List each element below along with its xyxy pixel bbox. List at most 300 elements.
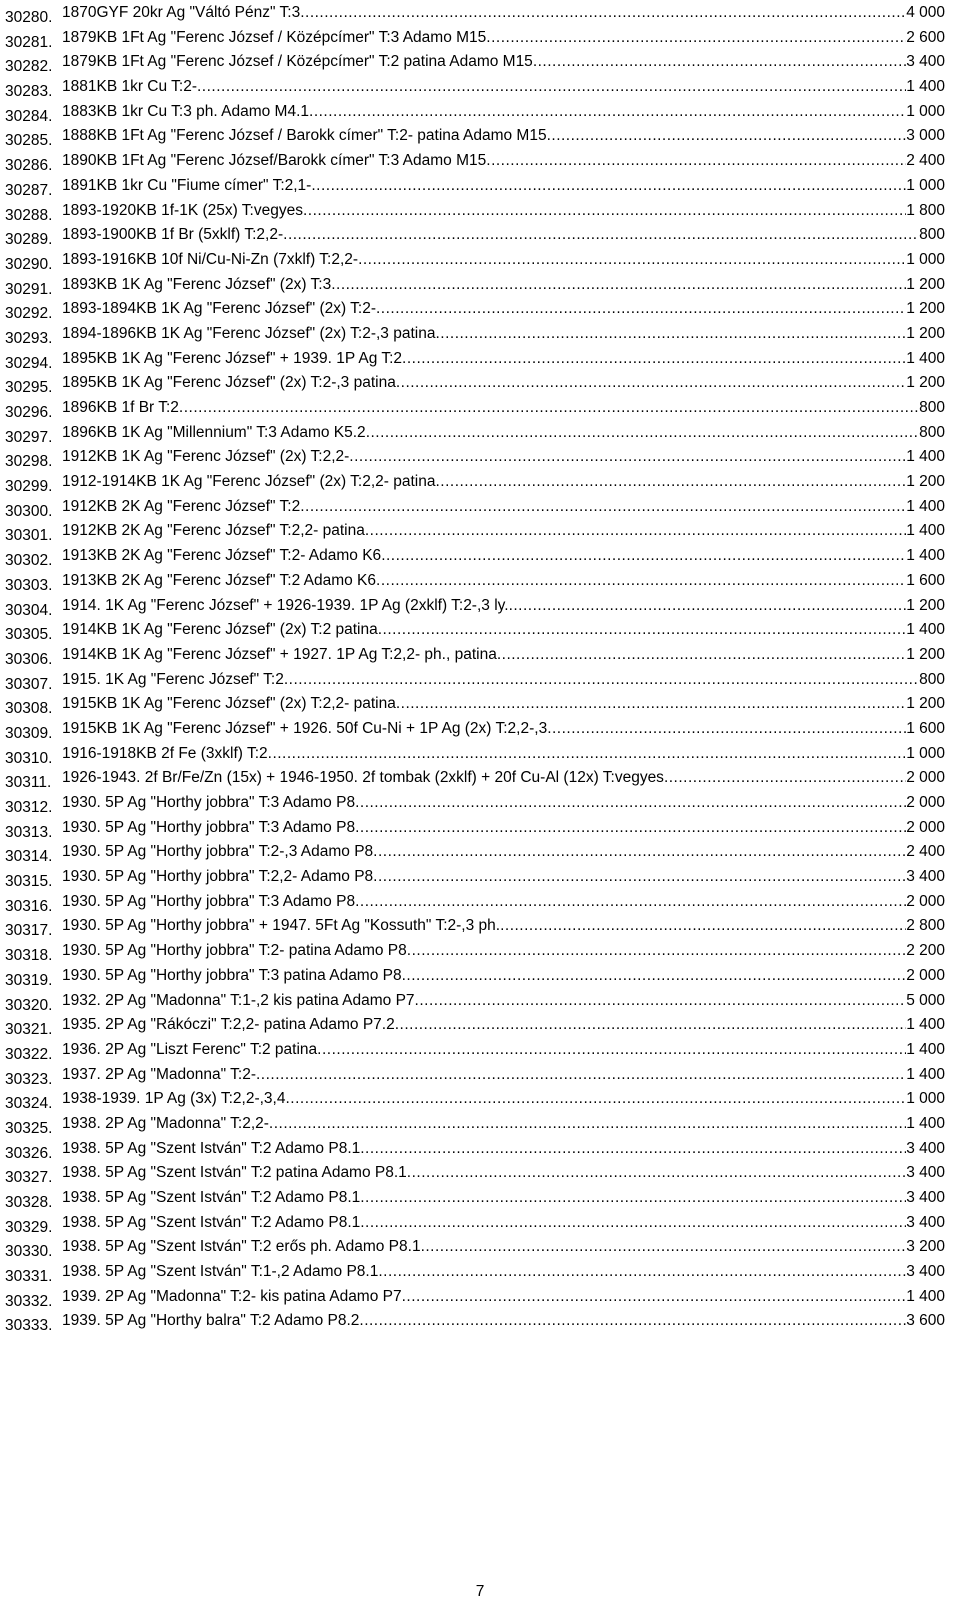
lot-line [62,498,945,516]
lot-row [0,53,960,78]
dot-leader [373,843,906,861]
dot-leader [497,646,906,664]
lot-price: 2 600 [906,28,945,46]
lot-description: 1894-1896KB 1K Ag "Ferenc József" (2x) T:2-,3 patina [62,324,436,342]
lot-line [62,917,945,935]
lot-number: 30323. [5,1070,53,1088]
dot-leader [415,992,907,1010]
lot-description: 1915. 1K Ag "Ferenc József" T:2 [62,670,284,688]
lot-row [0,276,960,301]
dot-leader [396,374,906,392]
lot-line [62,103,945,121]
lot-price: 1 800 [906,201,945,219]
lot-row [0,350,960,375]
lot-description: 1893-1916KB 10f Ni/Cu-Ni-Zn (7xklf) T:2,2- [62,250,359,268]
lot-row [0,127,960,152]
lot-number: 30318. [5,947,53,965]
lot-price: 1 000 [906,176,945,194]
lot-number: 30324. [5,1095,53,1113]
lot-description: 1930. 5P Ag "Horthy jobbra" T:3 patina Adamo P8 [62,966,402,984]
lot-line [62,843,945,861]
dot-leader [285,1090,906,1108]
lot-number: 30315. [5,873,53,891]
dot-leader [349,448,906,466]
lot-description: 1888KB 1Ft Ag "Ferenc József / Barokk címer" T:2- patina Adamo M15 [62,127,547,145]
lot-line [62,992,945,1010]
lot-row [0,300,960,325]
lot-number: 30302. [5,552,53,570]
lot-description: 1938. 5P Ag "Szent István" T:2 Adamo P8.1 [62,1189,361,1206]
lot-row [0,448,960,473]
dot-leader [355,819,906,837]
dot-leader [533,53,906,71]
lot-line [62,424,945,442]
lot-number: 30297. [5,428,53,446]
lot-number: 30301. [5,527,53,545]
lot-description: 1915KB 1K Ag "Ferenc József" (2x) T:2,2- patina [62,695,396,713]
lot-line [62,794,945,812]
lot-price: 1 200 [906,324,945,342]
lot-description: 1914KB 1K Ag "Ferenc József" + 1927. 1P Ag T:2,2- ph., patina [62,645,497,663]
lot-price: 1 400 [906,448,945,466]
lot-number: 30298. [5,453,53,471]
lot-line [62,1115,945,1133]
lot-description: 1926-1943. 2f Br/Fe/Zn (15x) + 1946-1950. 2f tombak (2xklf) + 20f Cu-Al (12x) T:vegyes [62,769,664,787]
dot-leader [366,424,919,442]
lot-price: 2 400 [906,152,945,170]
lot-price: 3 000 [906,127,945,145]
lot-row [0,78,960,103]
lot-row [0,498,960,523]
lot-number: 30299. [5,478,53,496]
lot-row [0,424,960,449]
lot-line [62,152,945,170]
dot-leader [547,720,906,738]
lot-price: 4 000 [906,4,945,21]
lot-description: 1930. 5P Ag "Horthy jobbra" T:3 Adamo P8 [62,818,356,836]
lot-price: 2 400 [906,843,945,861]
lot-number: 30283. [5,83,53,101]
dot-leader [331,276,906,294]
lot-price: 3 400 [906,53,945,71]
lot-description: 1881KB 1kr Cu T:2- [62,78,197,96]
lot-line [62,276,945,294]
lot-row [0,1214,960,1239]
lot-description: 1915KB 1K Ag "Ferenc József" + 1926. 50f Cu-Ni + 1P Ag (2x) T:2,2-,3 [62,719,548,737]
lot-description: 1896KB 1f Br T:2 [62,399,179,416]
lot-row [0,29,960,54]
lot-row [0,893,960,918]
lot-number: 30300. [5,502,53,520]
lot-line [62,350,945,368]
dot-leader [407,1164,906,1182]
lot-row [0,374,960,399]
lot-line [62,4,945,22]
lot-row [0,1189,960,1214]
dot-leader [256,1066,906,1084]
lot-number: 30309. [5,724,53,742]
lot-row [0,695,960,720]
lot-price: 1 400 [906,497,945,515]
lot-line [62,868,945,886]
lot-row [0,1066,960,1091]
lot-row [0,843,960,868]
lot-line [62,399,945,417]
lot-price: 1 200 [906,645,945,663]
dot-leader [547,127,907,145]
dot-leader [435,325,906,343]
dot-leader [303,202,906,220]
lot-price: 1 000 [906,744,945,762]
lot-price: 1 400 [906,1040,945,1058]
dot-leader [373,868,906,886]
lot-line [62,1140,945,1158]
lot-description: 1893KB 1K Ag "Ferenc József" (2x) T:3 [62,275,332,293]
dot-leader [376,300,906,318]
lot-line [62,251,945,269]
lot-row [0,1238,960,1263]
lot-row [0,1164,960,1189]
lot-line [62,695,945,713]
lot-row [0,1041,960,1066]
lot-price: 2 200 [906,942,945,960]
lot-line [62,127,945,145]
lot-row [0,1263,960,1288]
lot-row [0,819,960,844]
lot-description: 1938-1939. 1P Ag (3x) T:2,2-,3,4 [62,1090,286,1108]
lot-row [0,1312,960,1337]
lot-line [62,53,945,71]
lot-line [62,29,945,47]
lot-line [62,572,945,590]
dot-leader [509,597,907,615]
lot-number: 30291. [5,280,53,298]
lot-description: 1930. 5P Ag "Horthy jobbra" T:2-,3 Adamo P8 [62,843,374,861]
lot-list [0,4,960,1337]
lot-line [62,202,945,220]
lot-price: 2 000 [906,794,945,811]
lot-description: 1914. 1K Ag "Ferenc József" + 1926-1939. 1P Ag (2xklf) T:2-,3 ly. [62,596,509,614]
lot-price: 1 200 [906,596,945,614]
lot-price: 1 200 [906,374,945,392]
lot-number: 30313. [5,823,53,841]
lot-number: 30328. [5,1194,53,1211]
lot-description: 1913KB 2K Ag "Ferenc József" T:2 Adamo K6 [62,571,377,589]
lot-description: 1930. 5P Ag "Horthy jobbra" T:3 Adamo P8 [62,794,356,811]
dot-leader [395,1016,906,1034]
lot-row [0,4,960,29]
lot-row [0,1140,960,1165]
lot-line [62,448,945,466]
dot-leader [311,177,906,195]
dot-leader [359,1312,906,1330]
lot-description: 1938. 2P Ag "Madonna" T:2,2- [62,1114,269,1132]
lot-price: 1 200 [906,275,945,293]
lot-price: 800 [919,399,945,416]
dot-leader [360,1189,906,1207]
lot-number: 30312. [5,799,53,816]
lot-number: 30295. [5,379,53,397]
lot-number: 30282. [5,58,53,76]
lot-line [62,226,945,244]
lot-description: 1895KB 1K Ag "Ferenc József" + 1939. 1P Ag T:2 [62,349,403,367]
lot-number: 30306. [5,650,53,668]
lot-price: 800 [919,423,945,441]
lot-number: 30284. [5,107,53,125]
lot-price: 1 200 [906,695,945,713]
lot-number: 30305. [5,626,53,644]
lot-number: 30281. [5,33,53,51]
lot-number: 30316. [5,897,53,915]
dot-leader [402,350,906,368]
lot-price: 800 [919,226,945,244]
lot-line [62,621,945,639]
page-number: 7 [475,1583,485,1600]
lot-description: 1879KB 1Ft Ag "Ferenc József / Középcímer" T:3 Adamo M15 [62,28,487,46]
lot-row [0,226,960,251]
lot-row [0,399,960,424]
lot-price: 5 000 [906,991,945,1009]
lot-number: 30329. [5,1218,53,1236]
lot-description: 1932. 2P Ag "Madonna" T:1-,2 kis patina Adamo P7 [62,991,415,1009]
lot-description: 1930. 5P Ag "Horthy jobbra" + 1947. 5Ft Ag "Kossuth" T:2-,3 ph. [62,917,501,935]
dot-leader [378,1263,906,1281]
lot-row [0,942,960,967]
lot-number: 30285. [5,132,53,150]
lot-price: 3 400 [906,1263,945,1281]
lot-number: 30332. [5,1292,53,1310]
dot-leader [365,522,906,540]
lot-row [0,1016,960,1041]
lot-line [62,819,945,837]
lot-number: 30321. [5,1021,53,1039]
lot-price: 1 400 [906,78,945,96]
lot-row [0,202,960,227]
dot-leader [378,621,906,639]
lot-price: 1 400 [906,1016,945,1034]
lot-price: 2 000 [906,818,945,836]
lot-price: 2 800 [906,917,945,935]
lot-description: 1870GYF 20kr Ag "Váltó Pénz" T:3 [62,4,301,21]
lot-line [62,547,945,565]
dot-leader [355,794,906,812]
lot-description: 1912KB 2K Ag "Ferenc József" T:2 [62,497,301,515]
lot-number: 30320. [5,996,53,1014]
lot-price: 1 400 [906,547,945,565]
lot-number: 30314. [5,848,53,866]
lot-price: 1 400 [906,522,945,540]
lot-line [62,720,945,738]
lot-price: 1 400 [906,621,945,639]
lot-line [62,1090,945,1108]
dot-leader [360,1140,906,1158]
dot-leader [407,942,906,960]
dot-leader [283,226,919,244]
lot-row [0,152,960,177]
lot-line [62,1238,945,1256]
lot-number: 30330. [5,1243,53,1261]
lot-price: 1 000 [906,102,945,120]
lot-description: 1891KB 1kr Cu "Fiume címer" T:2,1- [62,176,312,194]
lot-number: 30280. [5,9,53,26]
lot-description: 1938. 5P Ag "Szent István" T:1-,2 Adamo P8.1 [62,1263,379,1281]
dot-leader [381,547,906,565]
lot-number: 30289. [5,231,53,249]
lot-row [0,868,960,893]
lot-line [62,1041,945,1059]
lot-price: 3 400 [906,868,945,886]
lot-line [62,177,945,195]
lot-description: 1913KB 2K Ag "Ferenc József" T:2- Adamo K6 [62,547,382,565]
lot-price: 1 400 [906,1287,945,1305]
lot-line [62,1312,945,1330]
dot-leader [486,29,906,47]
lot-number: 30327. [5,1169,53,1187]
lot-row [0,745,960,770]
lot-number: 30293. [5,329,53,347]
lot-price: 1 200 [906,300,945,318]
lot-description: 1912KB 1K Ag "Ferenc József" (2x) T:2,2- [62,448,350,466]
lot-description: 1937. 2P Ag "Madonna" T:2- [62,1065,256,1083]
lot-row [0,720,960,745]
lot-description: 1883KB 1kr Cu T:3 ph. Adamo M4.1 [62,102,310,120]
dot-leader [355,893,906,911]
lot-line [62,1164,945,1182]
lot-price: 3 400 [906,1139,945,1157]
lot-row [0,103,960,128]
lot-number: 30333. [5,1317,53,1335]
dot-leader [317,1041,906,1059]
lot-line [62,646,945,664]
lot-description: 1893-1920KB 1f-1K (25x) T:vegyes [62,201,303,219]
dot-leader [402,967,907,985]
lot-row [0,967,960,992]
lot-row [0,473,960,498]
lot-row [0,251,960,276]
lot-row [0,597,960,622]
lot-line [62,1263,945,1281]
dot-leader [197,78,906,96]
lot-number: 30317. [5,922,53,940]
lot-number: 30290. [5,255,53,273]
lot-price: 3 200 [906,1238,945,1256]
lot-line [62,1214,945,1232]
lot-description: 1939. 5P Ag "Horthy balra" T:2 Adamo P8.2 [62,1312,360,1330]
lot-number: 30326. [5,1144,53,1162]
lot-row [0,671,960,696]
lot-price: 3 400 [906,1189,945,1206]
lot-price: 3 400 [906,1213,945,1231]
lot-number: 30319. [5,971,53,989]
dot-leader [358,251,906,269]
lot-number: 30292. [5,305,53,323]
lot-price: 800 [919,670,945,688]
dot-leader [664,769,906,787]
lot-line [62,522,945,540]
lot-line [62,967,945,985]
lot-number: 30307. [5,675,53,693]
lot-price: 3 600 [906,1312,945,1330]
lot-row [0,522,960,547]
lot-price: 2 000 [906,966,945,984]
lot-number: 30286. [5,157,53,175]
dot-leader [402,1288,907,1306]
lot-line [62,893,945,911]
dot-leader [435,473,906,491]
lot-description: 1930. 5P Ag "Horthy jobbra" T:2- patina Adamo P8 [62,942,407,960]
lot-price: 1 600 [906,571,945,589]
lot-price: 2 000 [906,769,945,787]
lot-description: 1896KB 1K Ag "Millennium" T:3 Adamo K5.2 [62,423,366,441]
lot-row [0,769,960,794]
dot-leader [486,152,906,170]
lot-row [0,177,960,202]
lot-description: 1914KB 1K Ag "Ferenc József" (2x) T:2 patina [62,621,378,639]
lot-row [0,621,960,646]
dot-leader [269,1115,906,1133]
lot-description: 1938. 5P Ag "Szent István" T:2 erős ph. Adamo P8.1 [62,1238,421,1256]
lot-price: 1 600 [906,719,945,737]
lot-number: 30296. [5,404,53,421]
lot-row [0,325,960,350]
lot-description: 1930. 5P Ag "Horthy jobbra" T:3 Adamo P8 [62,892,356,910]
lot-line [62,1288,945,1306]
lot-line [62,745,945,763]
lot-line [62,769,945,787]
lot-line [62,1016,945,1034]
dot-leader [500,917,906,935]
lot-description: 1893-1894KB 1K Ag "Ferenc József" (2x) T:2- [62,300,376,318]
lot-price: 1 400 [906,1114,945,1132]
lot-description: 1938. 5P Ag "Szent István" T:2 Adamo P8.1 [62,1139,361,1157]
lot-row [0,547,960,572]
lot-number: 30287. [5,181,53,199]
lot-number: 30311. [5,774,52,792]
dot-leader [360,1214,906,1232]
lot-description: 1938. 5P Ag "Szent István" T:2 Adamo P8.1 [62,1213,361,1231]
lot-line [62,1066,945,1084]
lot-number: 30288. [5,206,53,224]
lot-number: 30310. [5,749,53,767]
lot-price: 1 400 [906,349,945,367]
lot-price: 1 000 [906,1090,945,1108]
lot-row [0,794,960,819]
dot-leader [300,498,906,516]
lot-description: 1912KB 2K Ag "Ferenc József" T:2,2- patina [62,522,365,540]
lot-row [0,646,960,671]
lot-number: 30308. [5,700,53,718]
dot-leader [309,103,906,121]
dot-leader [396,695,906,713]
lot-row [0,917,960,942]
lot-price: 2 000 [906,892,945,910]
lot-line [62,300,945,318]
lot-description: 1936. 2P Ag "Liszt Ferenc" T:2 patina [62,1040,318,1058]
lot-number: 30322. [5,1045,53,1063]
lot-description: 1935. 2P Ag "Rákóczi" T:2,2- patina Adamo P7.2 [62,1016,395,1034]
lot-description: 1879KB 1Ft Ag "Ferenc József / Középcímer" T:2 patina Adamo M15 [62,53,533,71]
lot-line [62,473,945,491]
dot-leader [376,572,906,590]
lot-row [0,572,960,597]
lot-description: 1912-1914KB 1K Ag "Ferenc József" (2x) T:2,2- patina [62,473,436,491]
lot-number: 30325. [5,1119,53,1137]
lot-price: 1 400 [906,1065,945,1083]
dot-leader [179,399,919,417]
lot-line [62,325,945,343]
lot-number: 30303. [5,576,53,594]
lot-line [62,597,945,615]
